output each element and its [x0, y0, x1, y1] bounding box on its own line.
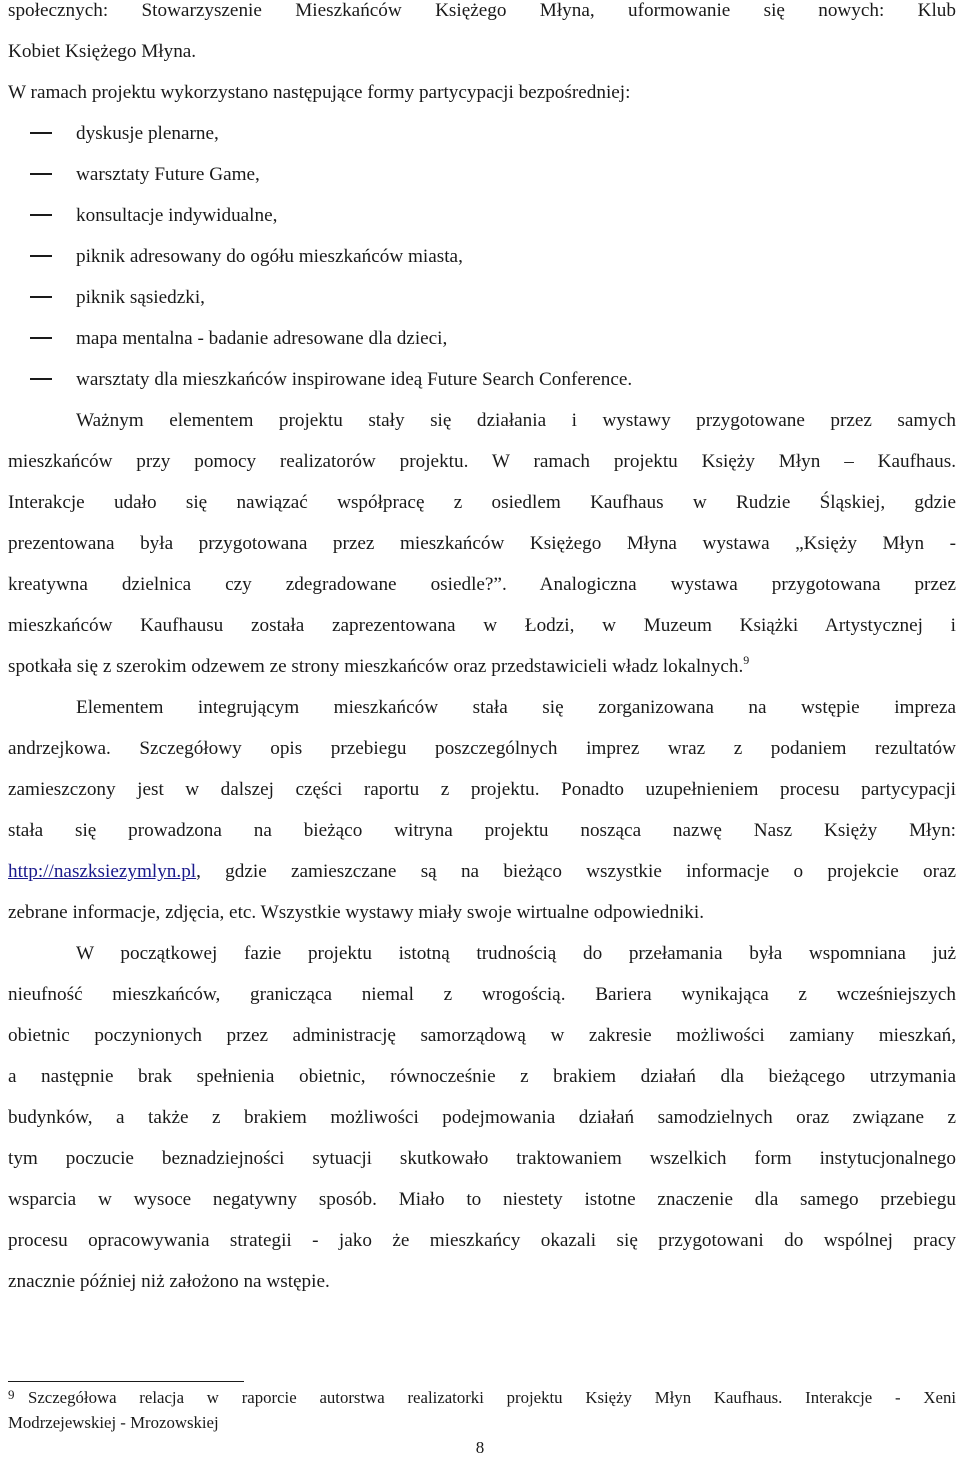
paragraph: [8, 400, 956, 687]
list-item: [8, 277, 956, 318]
text-span: spotkała się z szerokim odzewem ze strony mieszkańców oraz przedstawicieli władz lokalnych.: [8, 656, 744, 677]
list-item: [8, 113, 956, 154]
text-line: mieszkańców Kaufhausu została zaprezentowana w Łodzi, w Muzeum Książki Artystycznej i: [8, 615, 956, 636]
text-line: stała się prowadzona na bieżąco witryna projektu nosząca nazwę Nasz Księży Młyn:: [8, 820, 956, 841]
paragraph: [8, 687, 956, 933]
text-line: [8, 851, 956, 892]
text-line: wsparcia w wysoce negatywny sposób. Miało to niestety istotne znaczenie dla samego przebiegu: [8, 1189, 956, 1210]
list-item-text: piknik sąsiedzki,: [76, 287, 205, 308]
dash-icon: [30, 255, 52, 257]
list-item-text: dyskusje plenarne,: [76, 123, 219, 144]
text-line: zebrane informacje, zdjęcia, etc. Wszystkie wystawy miały swoje wirtualne odpowiedniki.: [8, 902, 705, 923]
text-line: budynków, a także z brakiem możliwości podejmowania działań samodzielnych oraz związane z: [8, 1107, 956, 1128]
text-line: Ważnym elementem projektu stały się działania i wystawy przygotowane przez samych: [76, 410, 956, 431]
footnote-line: [8, 1386, 956, 1411]
text-line: znacznie później niż założono na wstępie.: [8, 1271, 330, 1292]
list-item-text: piknik adresowany do ogółu mieszkańców miasta,: [76, 246, 463, 267]
list-item: [8, 154, 956, 195]
text-line: zamieszczony jest w dalszej części raportu z projektu. Ponadto uzupełnieniem procesu partycypacji: [8, 779, 956, 800]
list-item-text: warsztaty dla mieszkańców inspirowane ideą Future Search Conference.: [76, 369, 633, 390]
bullet-list: [8, 113, 956, 400]
list-item-text: mapa mentalna - badanie adresowane dla dzieci,: [76, 328, 448, 349]
website-link[interactable]: http://naszksiezymlyn.pl: [8, 861, 197, 882]
list-item: [8, 195, 956, 236]
dash-icon: [30, 214, 52, 216]
text-line: społecznych: Stowarzyszenie Mieszkańców Księżego Młyna, uformowanie się nowych: Klub: [8, 0, 956, 21]
text-line: Elementem integrującym mieszkańców stała się zorganizowana na wstępie impreza: [76, 697, 956, 718]
text-line: [8, 646, 956, 687]
page-number: 8: [475, 1438, 485, 1457]
text-line: obietnic poczynionych przez administrację samorządową w zakresie możliwości zamiany mieszkań,: [8, 1025, 956, 1046]
paragraph: [8, 933, 956, 1302]
text-line: tym poczucie beznadziejności sytuacji skutkowało traktowaniem wszelkich form instytucjonalnego: [8, 1148, 956, 1169]
footnote-line: Modrzejewskiej - Mrozowskiej: [8, 1413, 219, 1432]
dash-icon: [30, 173, 52, 175]
text-line: W ramach projektu wykorzystano następujące formy partycypacji bezpośredniej:: [8, 82, 631, 103]
footnote-separator: [8, 1381, 244, 1382]
footnote-ref: 9: [743, 653, 750, 667]
footnote-number: 9: [8, 1387, 15, 1402]
dash-icon: [30, 296, 52, 298]
text-line: Kobiet Księżego Młyna.: [8, 41, 197, 62]
text-line: kreatywna dzielnica czy zdegradowane osiedle?”. Analogiczna wystawa przygotowana przez: [8, 574, 956, 595]
list-item-text: konsultacje indywidualne,: [76, 205, 278, 226]
text-span: , gdzie zamieszczane są na bieżąco wszystkie informacje o projekcie oraz: [196, 861, 956, 882]
dash-icon: [30, 337, 52, 339]
list-item: [8, 318, 956, 359]
text-line: Interakcje udało się nawiązać współpracę z osiedlem Kaufhaus w Rudzie Śląskiej, gdzie: [8, 492, 956, 513]
dash-icon: [30, 132, 52, 134]
dash-icon: [30, 378, 52, 380]
footnote-text: Szczegółowa relacja w raporcie autorstwa realizatorki projektu Księży Młyn Kaufhaus. Interakcje - Xeni: [28, 1388, 956, 1407]
text-line: a następnie brak spełnienia obietnic, równocześnie z brakiem działań dla bieżącego utrzymania: [8, 1066, 956, 1087]
text-line: W początkowej fazie projektu istotną trudnością do przełamania była wspomniana już: [76, 943, 956, 964]
list-item-text: warsztaty Future Game,: [76, 164, 260, 185]
text-line: procesu opracowywania strategii - jako że mieszkańcy okazali się przygotowani do wspólnej pracy: [8, 1230, 956, 1251]
text-line: nieufność mieszkańców, granicząca niemal z wrogością. Bariera wynikająca z wcześniejszych: [8, 984, 956, 1005]
text-line: mieszkańców przy pomocy realizatorów projektu. W ramach projektu Księży Młyn – Kaufhaus.: [8, 451, 956, 472]
body-text: [8, 0, 956, 1302]
text-line: prezentowana była przygotowana przez mieszkańców Księżego Młyna wystawa „Księży Młyn -: [8, 533, 956, 554]
list-item: [8, 236, 956, 277]
list-item: [8, 359, 956, 400]
text-line: andrzejkowa. Szczegółowy opis przebiegu poszczególnych imprez wraz z podaniem rezultatów: [8, 738, 956, 759]
footnote: [8, 1386, 956, 1435]
